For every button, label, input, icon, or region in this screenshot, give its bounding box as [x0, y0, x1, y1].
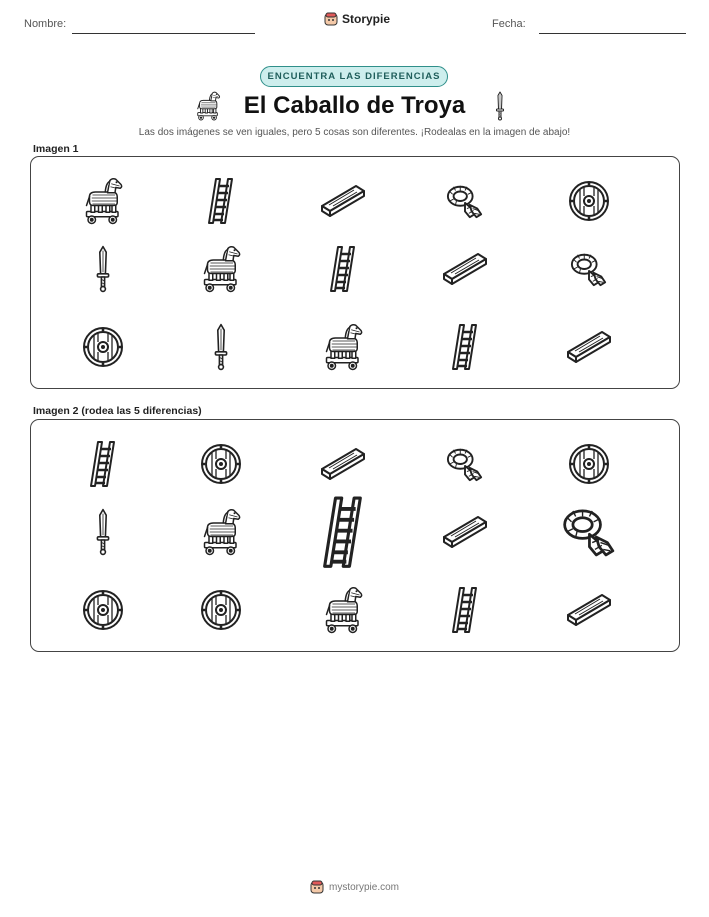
grid-cell[interactable]: [444, 445, 486, 483]
grid-cell[interactable]: [320, 586, 366, 634]
ladder-icon: [320, 495, 367, 569]
shield-icon: [199, 442, 243, 486]
rope-icon: [444, 445, 486, 483]
grid-cell: [568, 250, 610, 288]
name-label: Nombre:: [24, 18, 67, 30]
wooden-plank-icon: [440, 512, 490, 552]
grid-cell: [567, 179, 611, 223]
sword-icon: [95, 507, 111, 557]
date-line[interactable]: [539, 33, 686, 34]
footer: [0, 880, 709, 894]
ladder-icon: [450, 323, 480, 371]
image1-panel: [30, 156, 680, 389]
shield-icon: [81, 588, 125, 632]
storypie-mascot-icon: [310, 880, 324, 894]
footer-site[interactable]: mystorypie.com: [328, 881, 399, 893]
trojan-horse-icon: [80, 177, 126, 225]
name-line[interactable]: [72, 33, 255, 34]
date-label: Fecha:: [492, 18, 526, 30]
grid-cell: [450, 323, 480, 371]
image1-grid: [31, 157, 679, 388]
ladder-icon: [88, 440, 118, 488]
grid-cell[interactable]: [198, 508, 244, 556]
brand-logo: [324, 12, 390, 26]
grid-cell[interactable]: [81, 588, 125, 632]
sword-icon: [493, 91, 507, 121]
ladder-icon: [450, 586, 480, 634]
wooden-plank-icon: [318, 444, 368, 484]
worksheet-badge: ENCUENTRA LAS DIFERENCIAS: [260, 66, 448, 87]
rope-icon: [444, 182, 486, 220]
grid-cell[interactable]: [95, 507, 111, 557]
grid-cell[interactable]: [318, 444, 368, 484]
grid-cell[interactable]: [88, 440, 118, 488]
trojan-horse-icon: [198, 508, 244, 556]
grid-cell[interactable]: [199, 588, 243, 632]
sword-icon: [213, 322, 229, 372]
image1-label: Imagen 1: [33, 143, 79, 155]
grid-cell[interactable]: [199, 442, 243, 486]
image2-label: Imagen 2 (rodea las 5 diferencias): [33, 405, 202, 417]
wooden-plank-icon: [440, 249, 490, 289]
rope-icon: [559, 504, 620, 559]
grid-cell: [328, 245, 358, 293]
storypie-mascot-icon: [324, 12, 338, 26]
grid-cell: [213, 322, 229, 372]
ladder-icon: [206, 177, 236, 225]
shield-icon: [567, 442, 611, 486]
grid-cell: [318, 181, 368, 221]
grid-cell: [81, 325, 125, 369]
grid-cell: [564, 327, 614, 367]
page-title: El Caballo de Troya: [243, 92, 466, 119]
shield-icon: [567, 179, 611, 223]
grid-cell[interactable]: [564, 590, 614, 630]
trojan-horse-icon: [198, 245, 244, 293]
ladder-icon: [328, 245, 358, 293]
grid-cell[interactable]: [567, 442, 611, 486]
wooden-plank-icon: [564, 590, 614, 630]
instructions: Las dos imágenes se ven iguales, pero 5 cosas son diferentes. ¡Rodealas en la imagen de abajo!: [138, 127, 571, 138]
grid-cell: [440, 249, 490, 289]
grid-cell: [80, 177, 126, 225]
wooden-plank-icon: [564, 327, 614, 367]
shield-icon: [199, 588, 243, 632]
trojan-horse-icon: [320, 586, 366, 634]
grid-cell: [320, 323, 366, 371]
grid-cell: [444, 182, 486, 220]
grid-cell[interactable]: [320, 495, 367, 569]
brand-name: Storypie: [342, 12, 391, 26]
grid-cell: [95, 244, 111, 294]
grid-cell[interactable]: [559, 504, 620, 559]
rope-icon: [568, 250, 610, 288]
image2-grid: [31, 420, 679, 651]
grid-cell: [198, 245, 244, 293]
grid-cell[interactable]: [450, 586, 480, 634]
grid-cell: [206, 177, 236, 225]
trojan-horse-icon: [320, 323, 366, 371]
grid-cell[interactable]: [440, 512, 490, 552]
image2-panel[interactable]: [30, 419, 680, 652]
shield-icon: [81, 325, 125, 369]
sword-icon: [95, 244, 111, 294]
wooden-plank-icon: [318, 181, 368, 221]
